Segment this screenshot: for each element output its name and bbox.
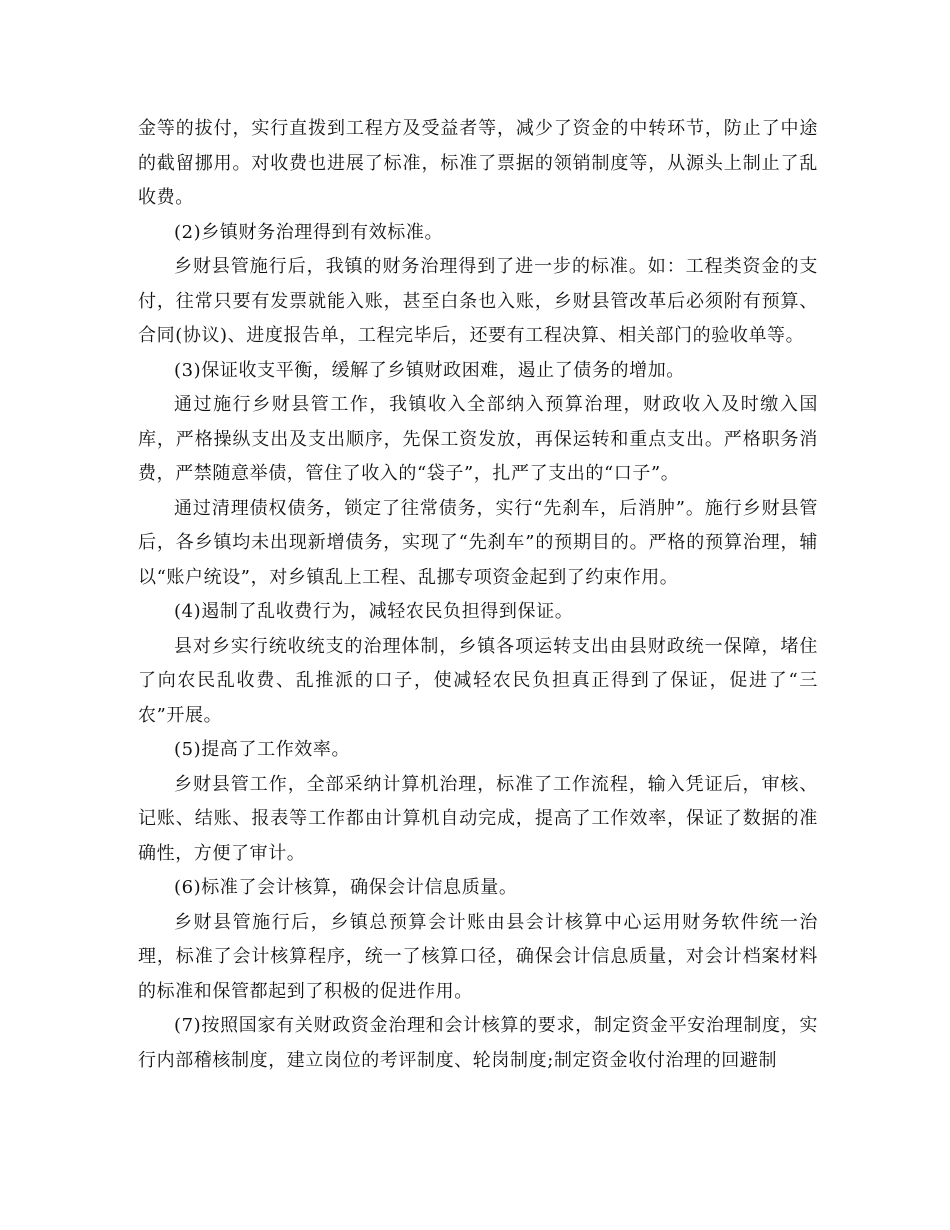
document-body [138,112,818,1078]
paragraph-9-heading: (5)提高了工作效率。 [174,739,351,760]
paragraph-5: 通过施行乡财县管工作，我镇收入全部纳入预算治理，财政收入及时缴入国库，严格操纵支出及支出顺序，先保工资发放，再保运转和重点支出。严格职务消费，严禁随意举债，管住了收入的“袋子”，扎严了支出的“口子”。 [138,394,818,484]
paragraph-11-heading: (6)标准了会计核算，确保会计信息质量。 [174,877,518,898]
paragraph-2-heading: (2)乡镇财务治理得到有效标准。 [174,221,444,243]
paragraph-6: 通过清理债权债务，锁定了往常债务，实行“先刹车，后消肿”。施行乡财县管后，各乡镇均未出现新增债务，实现了“先刹车”的预期目的。严格的预算治理，辅以“账户统设”，对乡镇乱上工程、乱挪专项资金起到了约束作用。 [138,497,818,588]
paragraph-1: 金等的拔付，实行直拨到工程方及受益者等，减少了资金的中转环节，防止了中途的截留挪用。对收费也进展了标准，标准了票据的领销制度等，从源头上制止了乱收费。 [138,118,818,208]
paragraph-3: 乡财县管施行后，我镇的财务治理得到了进一步的标准。如：工程类资金的支付，往常只要有发票就能入账，甚至白条也入账，乡财县管改革后必须附有预算、合同(协议)、进度报告单，工程完毕后，还要有工程决算、相关部门的验收单等。 [138,256,818,346]
paragraph-12: 乡财县管施行后，乡镇总预算会计账由县会计核算中心运用财务软件统一治理，标准了会计核算程序，统一了核算口径，确保会计信息质量，对会计档案材料的标准和保管都起到了积极的促进作用。 [138,911,818,1002]
paragraph-8: 县对乡实行统收统支的治理体制，乡镇各项运转支出由县财政统一保障，堵住了向农民乱收费、乱推派的口子，使减轻农民负担真正得到了保证，促进了“三农”开展。 [138,635,818,726]
paragraph-4-heading: (3)保证收支平衡，缓解了乡镇财政困难，遏止了债务的增加。 [174,359,685,381]
paragraph-7-heading: (4)遏制了乱收费行为，减轻农民负担得到保证。 [174,601,574,622]
paragraph-10: 乡财县管工作，全部采纳计算机治理，标准了工作流程，输入凭证后，审核、记账、结账、报表等工作都由计算机自动完成，提高了工作效率，保证了数据的准确性，方便了审计。 [138,773,818,864]
paragraph-13: (7)按照国家有关财政资金治理和会计核算的要求，制定资金平安治理制度，实行内部稽核制度，建立岗位的考评制度、轮岗制度;制定资金收付治理的回避制 [138,1015,818,1071]
